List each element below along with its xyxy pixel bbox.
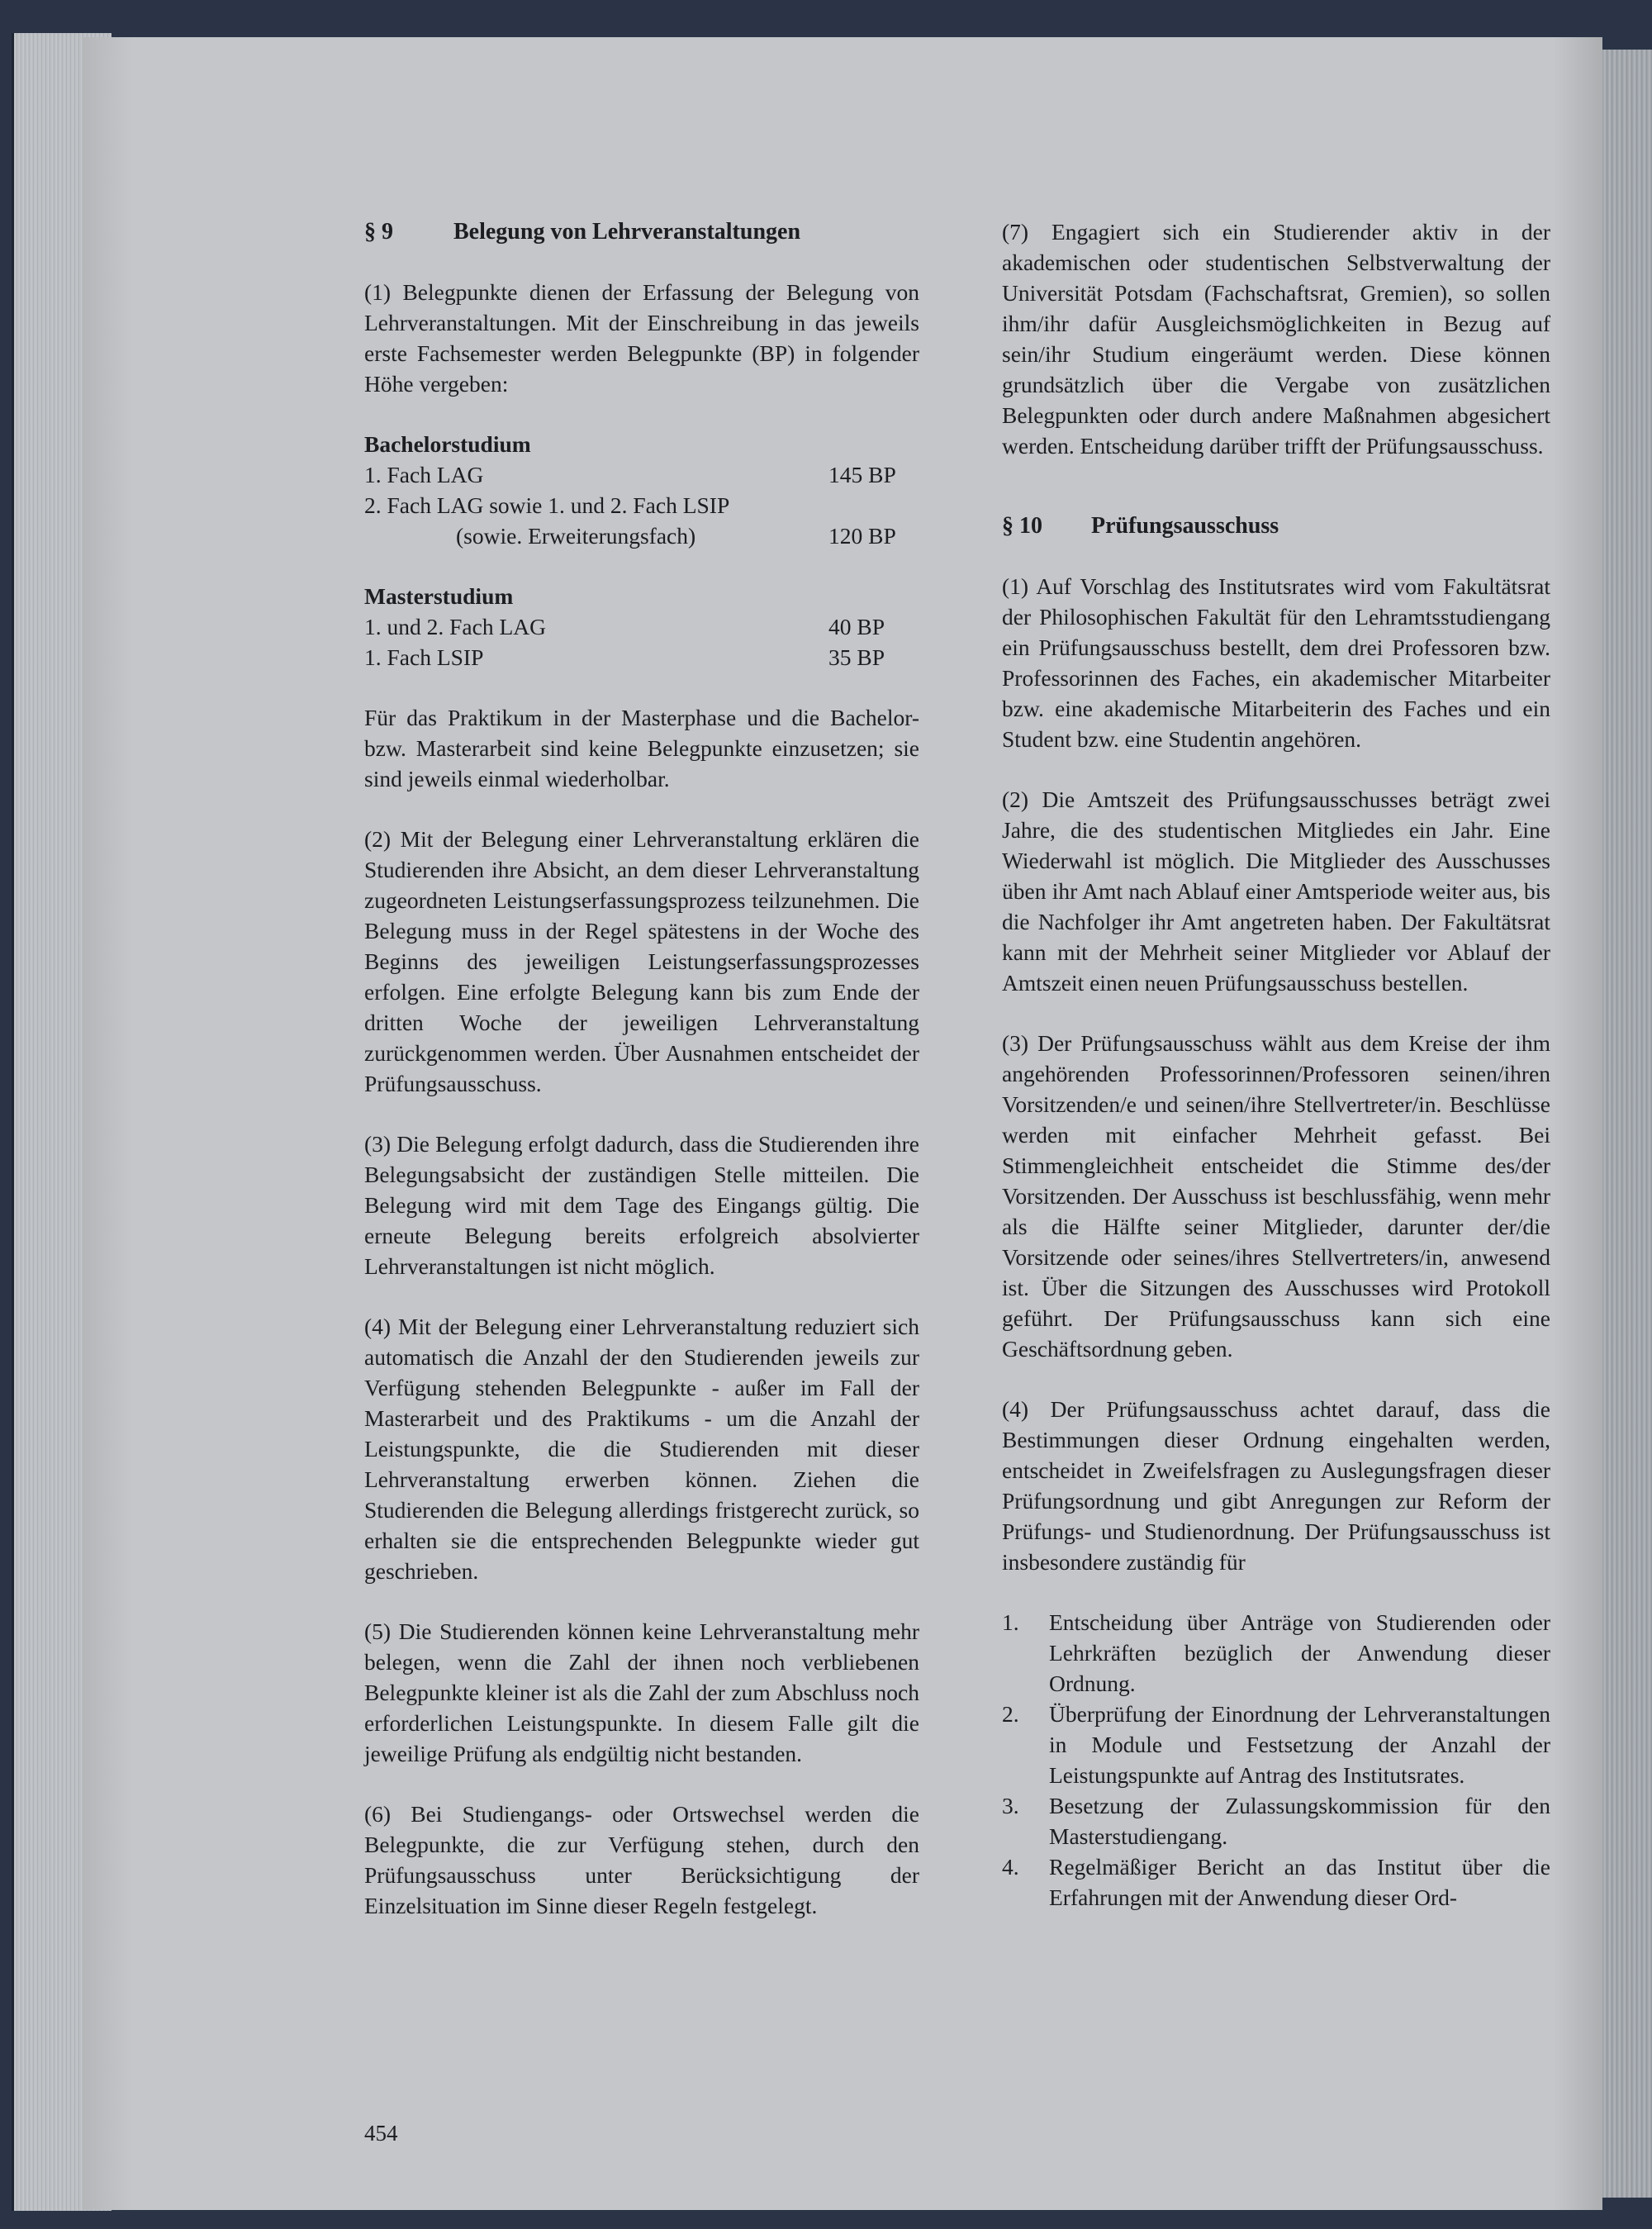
list-item xyxy=(1002,1699,1550,1790)
bp-label: (sowie. Erweiterungsfach) xyxy=(456,523,696,549)
list-text: Überprüfung der Einordnung der Lehrveranstaltungen in Module und Festsetzung der Anzahl der Leistungspunkte auf Antrag des Institutsrates. xyxy=(1049,1701,1550,1788)
list-text: Regelmäßiger Bericht an das Institut über die Erfahrungen mit der Anwendung dieser Ord- xyxy=(1049,1854,1550,1910)
bachelor-table xyxy=(364,429,919,551)
list-number: 3. xyxy=(1002,1793,1019,1818)
bp-value: 40 BP xyxy=(828,614,885,639)
bp-label: 2. Fach LAG sowie 1. und 2. Fach LSIP xyxy=(364,492,730,518)
bp-row xyxy=(364,490,919,520)
bachelor-title: Bachelorstudium xyxy=(364,431,531,457)
bp-value: 145 BP xyxy=(828,462,896,487)
paragraph-9-1b: Für das Praktikum in der Masterphase und die Bachelor- bzw. Masterarbeit sind keine Belegpunkte einzusetzen; sie sind jeweils einmal wiederholbar. xyxy=(364,705,919,791)
paragraph-10-4: (4) Der Prüfungsausschuss achtet darauf, dass die Bestimmungen dieser Ordnung eingehalten werden, entscheidet in Zweifelsfragen zu Auslegungsfragen dieser Prüfungsordnung und gibt Anregungen zur Reform der Prüfungs- und Studienordnung. Der Prüfungsausschuss ist insbesondere zuständig für xyxy=(1002,1396,1550,1575)
paragraph-9-4: (4) Mit der Belegung einer Lehrveranstaltung reduziert sich automatisch die Anzahl der den Studierenden jeweils zur Verfügung stehenden Belegpunkte - außer im Fall der Masterarbeit und des Praktikums - um die Anzahl der Leistungspunkte, die die Studierenden mit dieser Lehrveranstaltung erwerben können. Ziehen die Studierenden die Belegung allerdings fristgerecht zurück, so erhalten sie die entsprechenden Belegpunkte wieder gut geschrieben. xyxy=(364,1314,919,1584)
paragraph-9-2: (2) Mit der Belegung einer Lehrveranstaltung erklären die Studierenden ihre Absicht, an dem dieser Lehrveranstaltung zugeordneten Leistungserfassungsprozess teilzunehmen. Die Belegung muss in der Regel spätestens in der Woche des Beginns des jeweiligen Leistungserfassungsprozesses erfolgen. Eine erfolgte Belegung kann bis zum Ende der dritten Woche der jeweiligen Lehrveranstaltung zurückgenommen werden. Über Ausnahmen entscheidet der Prüfungsausschuss. xyxy=(364,826,919,1096)
paragraph-9-5: (5) Die Studierenden können keine Lehrveranstaltung mehr belegen, wenn die Zahl der ihnen noch verbliebenen Belegpunkte kleiner ist als die Zahl der zum Abschluss noch erforderlichen Leistungspunkte. In diesem Falle gilt die jeweilige Prüfung als endgültig nicht bestanden. xyxy=(364,1618,919,1766)
bp-row xyxy=(364,459,919,490)
section-number: § 9 xyxy=(364,219,393,245)
section-9-heading xyxy=(364,216,919,247)
paragraph-9-1: (1) Belegpunkte dienen der Erfassung der Belegung von Lehrveranstaltungen. Mit der Einschreibung in das jeweils erste Fachsemester werden Belegpunkte (BP) in folgender Höhe vergeben: xyxy=(364,279,919,397)
bp-value: 35 BP xyxy=(828,644,885,670)
bp-label: 1. Fach LAG xyxy=(364,462,484,487)
section-number: § 10 xyxy=(1002,513,1042,539)
paragraph-9-3: (3) Die Belegung erfolgt dadurch, dass die Studierenden ihre Belegungsabsicht der zuständigen Stelle mitteilen. Die Belegung wird mit dem Tage des Eingangs gültig. Die erneute Belegung bereits erfolgreich absolvierter Lehrveranstaltungen ist nicht möglich. xyxy=(364,1131,919,1279)
section-title: Belegung von Lehrveranstaltungen xyxy=(453,219,801,245)
list-text: Besetzung der Zulassungskommission für den Masterstudiengang. xyxy=(1049,1793,1550,1849)
paragraph-9-6: (6) Bei Studiengangs- oder Ortswechsel werden die Belegpunkte, die zur Verfügung stehen, durch den Prüfungsausschuss unter Berücksichtigung der Einzelsituation im Sinne dieser Regeln festgelegt. xyxy=(364,1801,919,1918)
bp-row xyxy=(364,642,919,673)
right-column xyxy=(1002,216,1550,1913)
section-10-heading xyxy=(1002,511,1550,541)
left-column xyxy=(364,216,919,1951)
paragraph-10-2: (2) Die Amtszeit des Prüfungsausschusses beträgt zwei Jahre, die des studentischen Mitgliedes ein Jahr. Eine Wiederwahl ist möglich. Die Mitglieder des Ausschusses üben ihr Amt nach Ablauf einer Amtsperiode weiter aus, bis die Nachfolger ihr Amt angetreten haben. Der Fakultätsrat kann mit der Mehrheit seiner Mitglieder vor Ablauf der Amtszeit einen neuen Prüfungsausschuss bestellen. xyxy=(1002,787,1550,996)
bp-value: 120 BP xyxy=(828,523,896,549)
list-item xyxy=(1002,1851,1550,1913)
page-number: 454 xyxy=(364,2121,398,2146)
bp-value xyxy=(828,490,919,520)
list-number: 2. xyxy=(1002,1701,1019,1727)
bp-row xyxy=(364,611,919,642)
list-item xyxy=(1002,1790,1550,1851)
bp-row xyxy=(364,520,919,551)
list-text: Entscheidung über Anträge von Studierenden oder Lehrkräften bezüglich der Anwendung dieser Ordnung. xyxy=(1049,1609,1550,1696)
list-number: 4. xyxy=(1002,1854,1019,1880)
section-title: Prüfungsausschuss xyxy=(1091,513,1279,539)
paragraph-10-3: (3) Der Prüfungsausschuss wählt aus dem Kreise der ihm angehörenden Professorinnen/Professoren seinen/ihren Vorsitzenden/e und seinen/ihre Stellvertreter/in. Beschlüsse werden mit einfacher Mehrheit gefasst. Bei Stimmengleichheit entscheidet die Stimme des/der Vorsitzenden. Der Ausschuss ist beschlussfähig, wenn mehr als die Hälfte seiner Mitglieder, darunter der/die Vorsitzende oder seines/ihres Stellvertreters/in, anwesend ist. Über die Sitzungen des Ausschusses wird Protokoll geführt. Der Prüfungsausschuss kann sich eine Geschäftsordnung geben. xyxy=(1002,1030,1550,1362)
master-table xyxy=(364,581,919,673)
responsibility-list xyxy=(1002,1607,1550,1913)
list-item xyxy=(1002,1607,1550,1699)
bp-label: 1. Fach LSIP xyxy=(364,644,484,670)
bp-label: 1. und 2. Fach LAG xyxy=(364,614,546,639)
paragraph-9-7: (7) Engagiert sich ein Studierender aktiv in der akademischen oder studentischen Selbstverwaltung der Universität Potsdam (Fachschaftsrat, Gremien), so sollen ihm/ihr dafür Ausgleichsmöglichkeiten in Bezug auf sein/ihr Studium eingeräumt werden. Diese können grundsätzlich über die Vergabe von zusätzlichen Belegpunkten oder durch andere Maßnahmen abgesichert werden. Entscheidung darüber trifft der Prüfungsausschuss. xyxy=(1002,219,1550,459)
paragraph-10-1: (1) Auf Vorschlag des Institutsrates wird vom Fakultätsrat der Philosophischen Fakultät für den Lehramtsstudiengang ein Prüfungsausschuss bestellt, dem drei Professoren bzw. Professorinnen des Faches, ein akademischer Mitarbeiter bzw. eine akademische Mitarbeiterin des Faches und ein Student bzw. eine Studentin angehören. xyxy=(1002,573,1550,752)
list-number: 1. xyxy=(1002,1609,1019,1635)
facing-page-edge xyxy=(1602,50,1652,2198)
master-title: Masterstudium xyxy=(364,583,514,609)
